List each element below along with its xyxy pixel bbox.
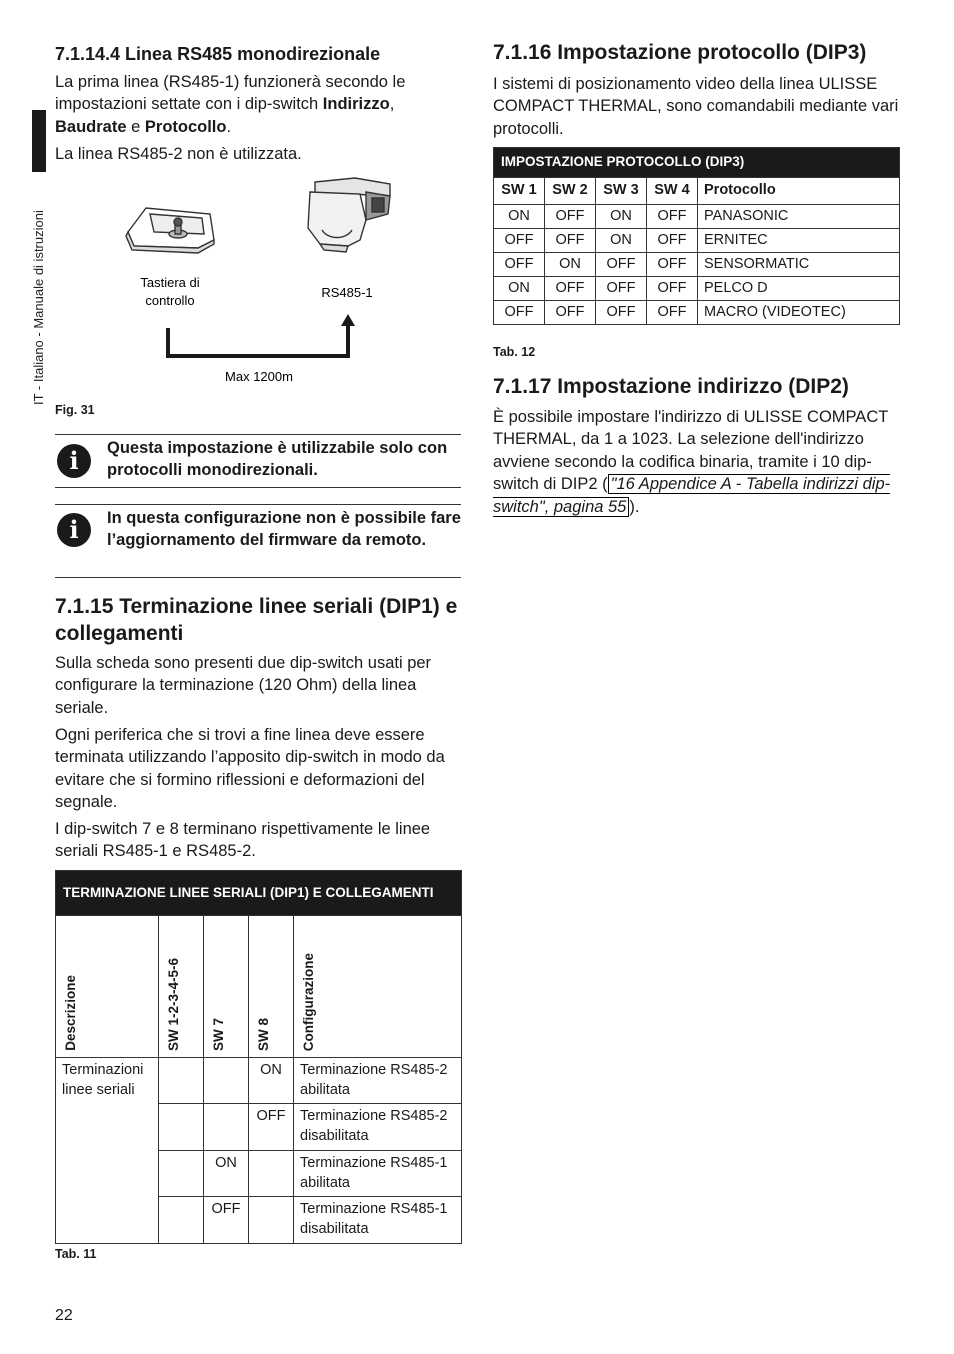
- switch-cell: ON: [596, 229, 647, 253]
- sidebar-marker: [32, 110, 46, 172]
- info-icon: i: [57, 513, 91, 547]
- switch-cell: OFF: [647, 301, 698, 325]
- paragraph-rs485-2-unused: La linea RS485-2 non è utilizzata.: [55, 145, 302, 163]
- info-note-firmware: [55, 504, 461, 578]
- protocol-cell: PANASONIC: [698, 205, 900, 229]
- column-header: SW 8: [249, 916, 294, 1058]
- table-caption: Tab. 11: [55, 1247, 97, 1261]
- table-row: [494, 277, 900, 301]
- switch-cell: OFF: [545, 205, 596, 229]
- connection-line: [168, 324, 348, 356]
- table-header-row: SW 1 SW 2 SW 3 SW 4 Protocollo: [494, 178, 900, 205]
- page-number: 22: [55, 1307, 73, 1324]
- switch-cell: OFF: [647, 253, 698, 277]
- connection-diagram: [110, 170, 410, 384]
- switch-cell: OFF: [596, 277, 647, 301]
- note-text: Questa impostazione è utilizzabile solo con protocolli monodirezionali.: [107, 439, 448, 479]
- paragraph-address: È possibile impostare l'indirizzo di ULISSE COMPACT THERMAL, da 1 a 1023. La selezione dell'indirizzo avviene secondo la codifica binaria, tramite i 10 dip-switch di DIP2 ( "16 Appendice A - Tabella indirizzi dip-switch", pagina 55 ).: [493, 408, 891, 516]
- keyboard-label: Tastiera di controllo: [140, 275, 200, 308]
- figure-caption: Fig. 31: [55, 403, 95, 417]
- protocol-cell: SENSORMATIC: [698, 253, 900, 277]
- paragraph-dip-7-8: I dip-switch 7 e 8 terminano rispettivamente le linee seriali RS485-1 e RS485-2.: [55, 820, 431, 861]
- table-row: ON Terminazione RS485-1 abilitata: [56, 1150, 462, 1196]
- sidebar-label: IT - Italiano - Manuale di istruzioni: [31, 210, 46, 405]
- table-row: OFF Terminazione RS485-2 disabilitata: [56, 1104, 462, 1150]
- table-row: [494, 253, 900, 277]
- switch-cell: ON: [596, 205, 647, 229]
- rs485-label: RS485-1: [321, 285, 373, 300]
- termination-table: [55, 870, 462, 1244]
- column-header: SW 1-2-3-4-5-6: [159, 916, 204, 1058]
- switch-cell: OFF: [647, 277, 698, 301]
- paragraph-dip-switch-intro: Sulla scheda sono presenti due dip-switch usati per configurare la terminazione (120 Ohm) della linea seriale.: [55, 654, 432, 717]
- section-heading-7-1-14-4: 7.1.14.4 Linea RS485 monodirezionale: [55, 44, 381, 64]
- table-row: OFF Terminazione RS485-1 disabilitata: [56, 1197, 462, 1243]
- paragraph-protocols: I sistemi di posizionamento video della linea ULISSE COMPACT THERMAL, sono comandabili mediante vari protocolli.: [493, 75, 899, 138]
- protocol-table: [493, 147, 900, 325]
- info-icon: i: [57, 444, 91, 478]
- switch-cell: ON: [494, 277, 545, 301]
- section-heading-7-1-16: 7.1.16 Impostazione protocollo (DIP3): [493, 41, 867, 64]
- section-heading-7-1-15: 7.1.15 Terminazione linee seriali (DIP1) e collegamenti: [55, 595, 458, 645]
- switch-cell: OFF: [494, 229, 545, 253]
- table-caption: Tab. 12: [493, 345, 536, 359]
- column-header: Descrizione: [56, 916, 159, 1058]
- table-title: IMPOSTAZIONE PROTOCOLLO (DIP3): [494, 148, 900, 178]
- protocol-cell: ERNITEC: [698, 229, 900, 253]
- column-header: Configurazione: [294, 916, 462, 1058]
- switch-cell: OFF: [647, 205, 698, 229]
- paragraph-termination: Ogni periferica che si trovi a fine linea deve essere terminata utilizzando l’apposito dip-switch in modo da evitare che si formino riflessioni e deformazioni del segnale.: [55, 726, 445, 812]
- description-cell: Terminazioni linee seriali: [56, 1058, 159, 1244]
- switch-cell: OFF: [596, 253, 647, 277]
- switch-cell: ON: [494, 205, 545, 229]
- paragraph-rs485-settings: La prima linea (RS485-1) funzionerà secondo le impostazioni settate con i dip-switch Indirizzo, Baudrate e Protocollo.: [55, 73, 406, 136]
- ptz-camera-icon: [308, 178, 390, 252]
- note-text: In questa configurazione non è possibile fare l’aggiornamento del firmware da remoto.: [107, 509, 461, 549]
- table-row: Terminazioni linee seriali ON Terminazione RS485-2 abilitata: [56, 1058, 462, 1104]
- distance-label: Max 1200m: [225, 369, 293, 384]
- switch-cell: OFF: [596, 301, 647, 325]
- control-keyboard-icon: [126, 208, 214, 253]
- table-title: TERMINAZIONE LINEE SERIALI (DIP1) E COLLEGAMENTI: [56, 871, 462, 916]
- info-note-monodirectional: [55, 434, 461, 488]
- switch-cell: ON: [545, 253, 596, 277]
- arrow-up-icon: [341, 314, 355, 326]
- switch-cell: OFF: [545, 229, 596, 253]
- table-row: [494, 301, 900, 325]
- switch-cell: OFF: [494, 253, 545, 277]
- switch-cell: OFF: [494, 301, 545, 325]
- switch-cell: OFF: [545, 301, 596, 325]
- section-heading-7-1-17: 7.1.17 Impostazione indirizzo (DIP2): [493, 375, 849, 398]
- table-row: [494, 229, 900, 253]
- protocol-cell: PELCO D: [698, 277, 900, 301]
- protocol-cell: MACRO (VIDEOTEC): [698, 301, 900, 325]
- switch-cell: OFF: [647, 229, 698, 253]
- column-header: SW 7: [204, 916, 249, 1058]
- table-row: [494, 205, 900, 229]
- cross-reference-link[interactable]: "16 Appendice A - Tabella indirizzi dip-switch", pagina 55: [493, 475, 891, 516]
- switch-cell: OFF: [545, 277, 596, 301]
